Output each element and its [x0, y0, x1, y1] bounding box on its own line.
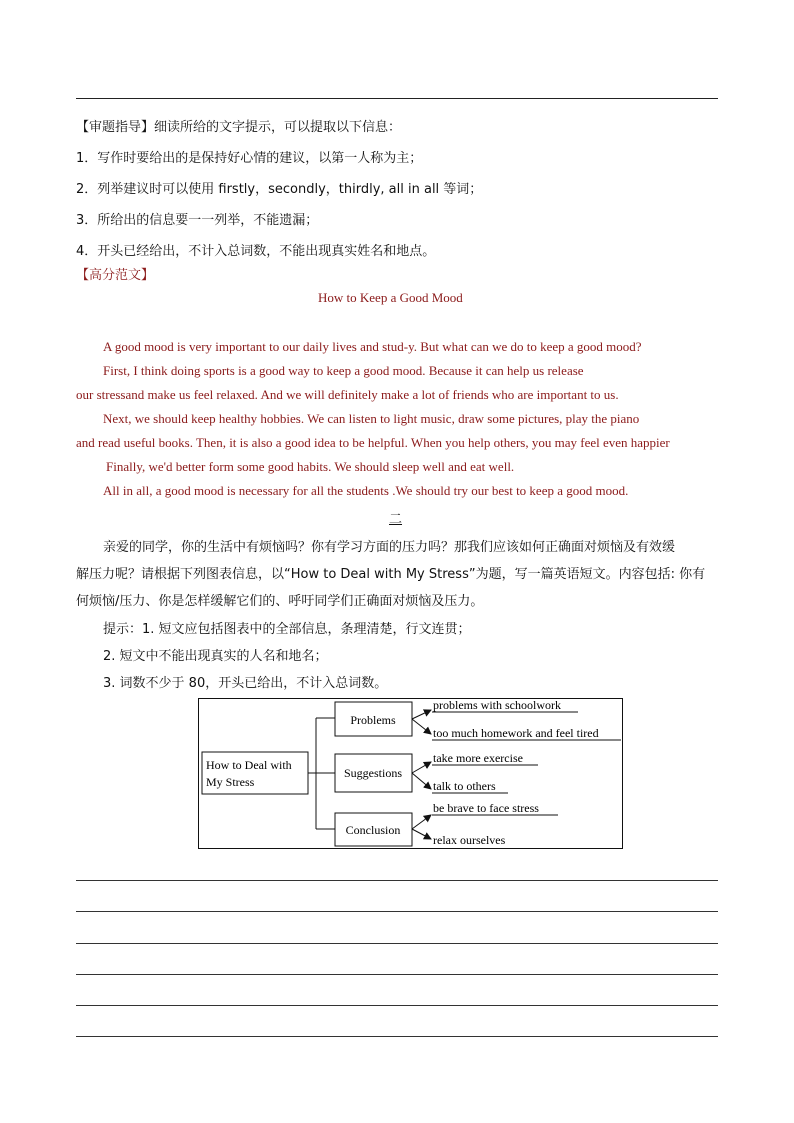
leaf-5: be brave to face stress	[433, 801, 539, 815]
root-label-line-2: My Stress	[206, 775, 255, 789]
writing-line-2[interactable]	[76, 911, 718, 912]
header-rule	[76, 98, 718, 99]
guide-item-3: 3．所给出的信息要一一列举，不能遗漏；	[76, 213, 319, 228]
hint-line-1: 提示：1. 短文应包括图表中的全部信息，条理清楚，行文连贯；	[103, 622, 471, 637]
problems-label: Problems	[350, 713, 396, 727]
arrow-6	[412, 829, 431, 839]
arrow-1	[412, 710, 431, 719]
suggestions-label: Suggestions	[343, 766, 403, 780]
writing-line-6[interactable]	[76, 1036, 718, 1037]
conclusion-label: Conclusion	[345, 823, 401, 837]
leaf-1: problems with schoolwork	[433, 698, 561, 712]
leaf-3: take more exercise	[433, 751, 523, 765]
essay-line-6: Finally, we'd better form some good habits. We should sleep well and eat well.	[106, 459, 515, 474]
essay-line-3: our stressand make us feel relaxed. And we will definitely make a lot of friends who are important to us.	[76, 387, 619, 402]
prompt-line-3: 何烦恼/压力、你是怎样缓解它们的、呼吁同学们正确面对烦恼及压力。	[76, 594, 484, 609]
guide-bracket-open: 【	[76, 120, 90, 135]
guide-item-1: 1．写作时要给出的是保持好心情的建议，以第一人称为主；	[76, 151, 423, 166]
writing-line-4[interactable]	[76, 974, 718, 975]
prompt-line-2: 解压力呢？请根据下列图表信息，以“How to Deal with My Stress”为题，写一篇英语短文。内容包括: 你有	[76, 567, 706, 582]
guide-heading-text: 细读所给的文字提示，可以提取以下信息：	[154, 120, 402, 135]
arrow-4	[412, 773, 431, 789]
hint-line-3: 3. 词数不少于 80，开头已给出，不计入总词数。	[103, 676, 388, 691]
section-number-text: 二	[389, 512, 403, 527]
writing-line-3[interactable]	[76, 943, 718, 944]
writing-line-5[interactable]	[76, 1005, 718, 1006]
guide-heading-title: 审题指导	[89, 120, 142, 135]
essay-line-5: and read useful books. Then, it is also a good idea to be helpful. When you help others, you may feel even happier	[76, 435, 670, 450]
leaf-2: too much homework and feel tired	[433, 726, 599, 740]
leaf-6: relax ourselves	[433, 833, 506, 847]
hint-line-2: 2. 短文中不能出现真实的人名和地名；	[103, 649, 328, 664]
essay-line-2: First, I think doing sports is a good way to keep a good mood. Because it can help us release	[103, 363, 584, 378]
arrow-5	[412, 815, 431, 829]
essay-line-1: A good mood is very important to our daily lives and stud-y. But what can we do to keep a good mood?	[103, 339, 642, 354]
arrow-3	[412, 762, 431, 773]
root-label-line-1: How to Deal with	[206, 758, 292, 772]
mind-map-diagram	[198, 698, 623, 849]
guide-bracket-close: 】	[141, 120, 155, 135]
prompt-line-1: 亲爱的同学，你的生活中有烦恼吗？你有学习方面的压力吗？那我们应该如何正确面对烦恼及有效缓	[103, 540, 676, 555]
leaf-4: talk to others	[433, 779, 496, 793]
essay-line-4: Next, we should keep healthy hobbies. We can listen to light music, draw some pictures, play the piano	[103, 411, 640, 426]
model-label: 【高分范文】	[76, 268, 155, 283]
guide-item-4: 4．开头已经给出，不计入总词数，不能出现真实姓名和地点。	[76, 244, 436, 259]
essay-line-7: All in all, a good mood is necessary for all the students .We should try our best to keep a good mood.	[103, 483, 629, 498]
guide-item-2: 2．列举建议时可以使用 firstly，secondly，thirdly, all in all 等词；	[76, 182, 483, 197]
guide-heading	[76, 116, 401, 135]
section-number	[389, 508, 402, 527]
arrow-2	[412, 719, 431, 734]
model-title: How to Keep a Good Mood	[318, 290, 463, 305]
writing-line-1[interactable]	[76, 880, 718, 881]
